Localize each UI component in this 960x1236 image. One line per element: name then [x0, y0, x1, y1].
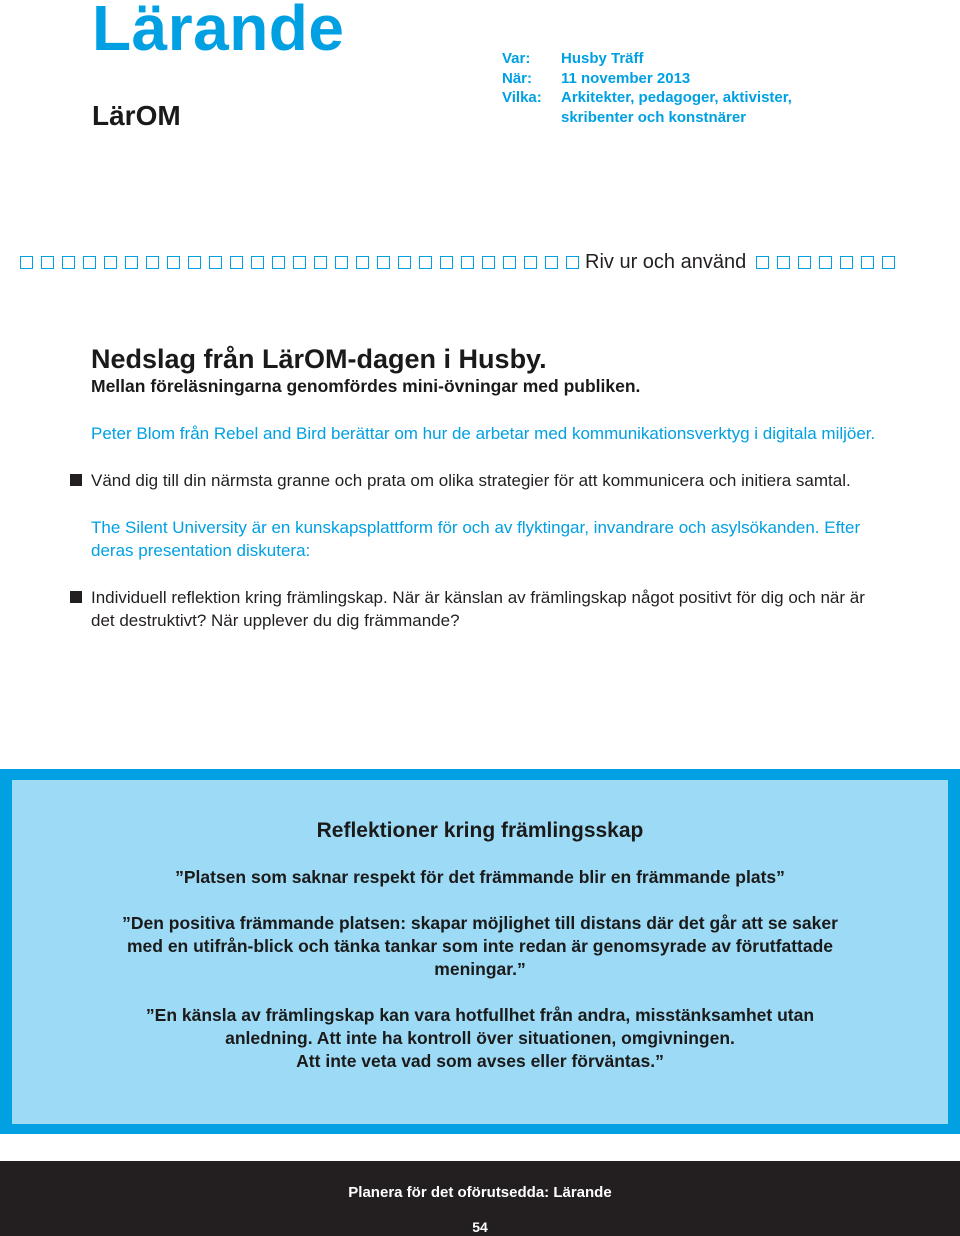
callout-title: Reflektioner kring främlingsskap	[316, 819, 644, 842]
page-footer	[0, 1161, 960, 1236]
perforation-box-icon	[335, 256, 348, 269]
footer-title: Planera för det oförutsedda: Lärande	[348, 1184, 612, 1201]
square-bullet-icon	[70, 591, 82, 603]
perforation-box-icon	[314, 256, 327, 269]
quote-3-line-1: ”En känsla av främlingskap kan vara hotfullhet från andra, misstänksamhet utan anledning. Att inte ha kontroll över situationen, omgivningen.	[145, 1005, 815, 1048]
info-value: Arkitekter, pedagoger, aktivister, skribenter och konstnärer	[561, 89, 792, 126]
perforation-box-icon	[167, 256, 180, 269]
exercise-bullet-1	[91, 469, 881, 492]
perforation-box-icon	[251, 256, 264, 269]
quote-3	[120, 1004, 840, 1073]
perforation-box-icon	[20, 256, 33, 269]
quote-1: ”Platsen som saknar respekt för det främmande blir en främmande plats”	[175, 867, 785, 887]
tear-out-label: Riv ur och använd	[585, 250, 747, 273]
info-row-when	[502, 69, 851, 89]
perforation-box-icon	[482, 256, 495, 269]
perforation-box-icon	[293, 256, 306, 269]
page-title: Lärande	[92, 0, 345, 64]
perforation-box-icon	[272, 256, 285, 269]
exercise-text: Individuell reflektion kring främlingskap. När är känslan av främlingskap något positivt för dig och när är det destruktivt? När upplever du dig främmande?	[91, 588, 865, 630]
main-content	[91, 344, 881, 632]
info-key: Var:	[502, 50, 531, 67]
quote-2: ”Den positiva främmande platsen: skapar möjlighet till distans där det går att se saker med en utifrån-blick och tänka tankar som inte redan är genomsyrade av förutfattade meningar.”	[122, 913, 838, 979]
exercise-text: Vänd dig till din närmsta granne och prata om olika strategier för att kommunicera och initiera samtal.	[91, 471, 851, 490]
section-heading: Nedslag från LärOM-dagen i Husby.	[91, 344, 547, 374]
info-value: 11 november 2013	[561, 69, 691, 87]
quote-3-line-2: Att inte veta vad som avses eller förväntas.”	[296, 1051, 664, 1071]
perforation-box-icon	[125, 256, 138, 269]
page-subtitle: LärOM	[92, 100, 181, 131]
paragraph-silent-university: The Silent University är en kunskapsplattform för och av flyktingar, invandrare och asylsökanden. Efter deras presentation diskutera:	[91, 518, 861, 560]
info-value: Husby Träff	[561, 50, 644, 67]
reflection-callout	[0, 769, 960, 1134]
perforation-box-icon	[41, 256, 54, 269]
perforation-box-icon	[566, 256, 579, 269]
info-row-who	[502, 88, 851, 127]
section-subheading: Mellan föreläsningarna genomfördes mini-övningar med publiken.	[91, 376, 641, 396]
perforation-box-icon	[62, 256, 75, 269]
event-info	[502, 49, 851, 127]
perforation-box-icon	[503, 256, 516, 269]
perforation-box-icon	[146, 256, 159, 269]
perforation-box-icon	[882, 256, 895, 269]
perforation-box-icon	[356, 256, 369, 269]
perforation-boxes-right	[748, 256, 895, 269]
page-number: 54	[472, 1219, 488, 1235]
info-key: När:	[502, 69, 533, 87]
perforation-boxes-left	[0, 256, 579, 269]
perforation-box-icon	[398, 256, 411, 269]
perforation-box-icon	[188, 256, 201, 269]
perforation-box-icon	[756, 256, 769, 269]
square-bullet-icon	[70, 474, 82, 486]
perforation-box-icon	[104, 256, 117, 269]
perforation-box-icon	[83, 256, 96, 269]
perforation-box-icon	[545, 256, 558, 269]
perforation-box-icon	[377, 256, 390, 269]
info-row-where	[502, 49, 851, 69]
paragraph-rebel-and-bird: Peter Blom från Rebel and Bird berättar om hur de arbetar med kommunikationsverktyg i digitala miljöer.	[91, 424, 876, 443]
info-key: Vilka:	[502, 89, 542, 106]
perforation-box-icon	[777, 256, 790, 269]
callout-panel	[12, 780, 948, 1124]
perforation-box-icon	[230, 256, 243, 269]
perforation-box-icon	[798, 256, 811, 269]
perforation-box-icon	[840, 256, 853, 269]
perforation-box-icon	[461, 256, 474, 269]
perforation-box-icon	[440, 256, 453, 269]
tear-out-strip	[0, 251, 960, 273]
exercise-bullet-2	[91, 586, 881, 632]
perforation-box-icon	[819, 256, 832, 269]
perforation-box-icon	[861, 256, 874, 269]
perforation-box-icon	[419, 256, 432, 269]
perforation-box-icon	[209, 256, 222, 269]
perforation-box-icon	[524, 256, 537, 269]
